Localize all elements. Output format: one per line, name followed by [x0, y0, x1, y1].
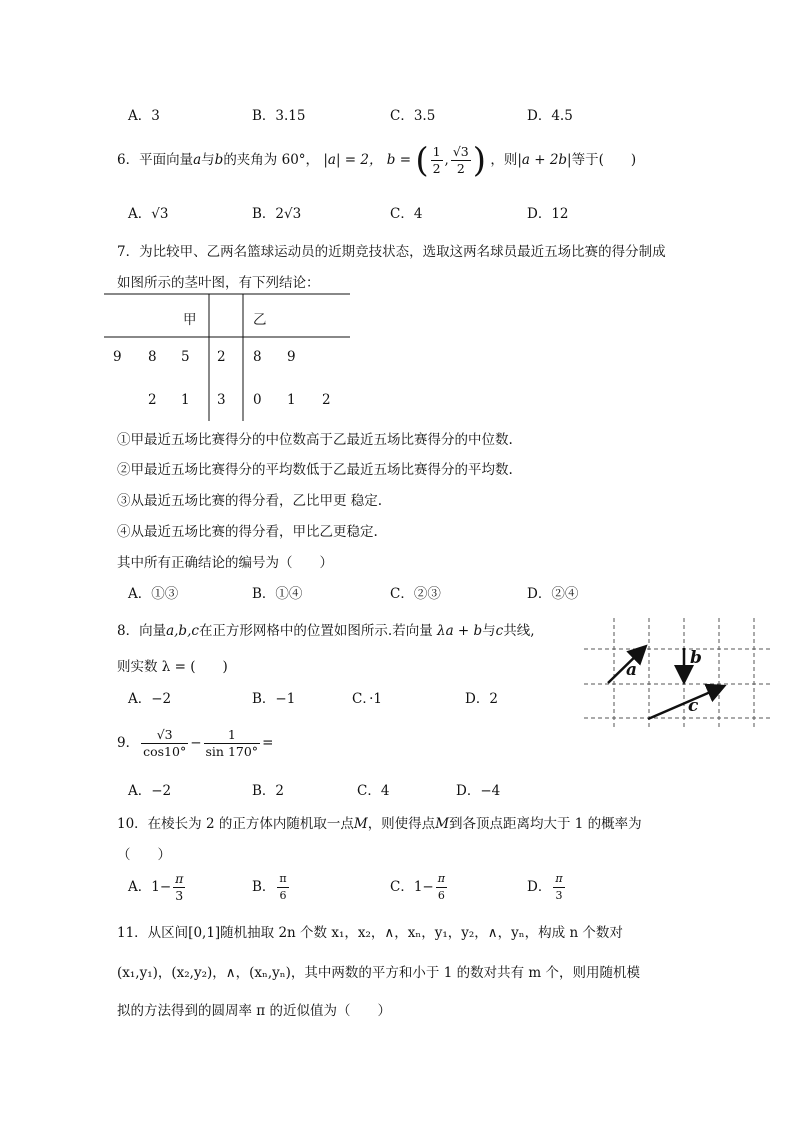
stem: 3: [217, 392, 226, 408]
q9-option-d: D．−4: [456, 783, 501, 799]
leaf-right: 8: [253, 349, 262, 365]
stem-leaf-head-jia: 甲: [183, 312, 197, 328]
vector-b-label: b: [690, 648, 702, 668]
q6-option-a: A．√3: [128, 206, 169, 222]
q10-option-c: C．1− $\frac{\pi}{6}$: [390, 872, 445, 902]
stem: 2: [217, 349, 226, 365]
vector-b: b: [214, 152, 224, 168]
leaf-right: 1: [287, 392, 296, 408]
q7-line1: 7．为比较甲、乙两名篮球运动员的近期竞技状态，选取这两名球员最近五场比赛的得分制成: [117, 244, 666, 260]
stem-leaf-plot: [104, 293, 354, 421]
q10-option-a: A．1− $\frac{\pi}{3}$: [128, 871, 184, 903]
question-9: 9． $\frac{√3}{\cos 10^\circ}$ − $\frac{1}{\sin 170^\circ}$ =: [117, 727, 274, 759]
leaf-left: 9: [113, 349, 122, 365]
vector-c-arrow: [648, 687, 722, 719]
q11-line1: 11．从区间[0,1]随机抽取 2n 个数 x₁，x₂，∧，xₙ，y₁，y₂，∧，yₙ，构成 n 个数对: [117, 925, 623, 941]
leaf-left: 8: [148, 349, 157, 365]
q5-option-b: B．3.15: [252, 108, 306, 124]
stem-leaf-head-yi: 乙: [253, 312, 267, 328]
q7-ask: 其中所有正确结论的编号为（ ）: [117, 555, 333, 571]
q7-statement-3: ③从最近五场比赛的得分看，乙比甲更 稳定.: [117, 493, 383, 509]
leaf-right: 2: [322, 392, 331, 408]
vector-grid-figure: [584, 618, 770, 730]
vector-a: a: [193, 152, 202, 168]
q7-option-a: A．①③: [128, 586, 179, 602]
q8-line2: 则实数 λ = ( ): [117, 659, 228, 675]
q5-option-c: C．3.5: [390, 108, 436, 124]
q7-statement-4: ④从最近五场比赛的得分看，甲比乙更稳定.: [117, 524, 378, 540]
q8-option-d: D．2: [465, 691, 498, 707]
question-10: 10．在棱长为 2 的正方体内随机取一点M，则使得点M到各顶点距离均大于 1 的概率为: [117, 816, 642, 832]
q8-option-b: B．−1: [252, 691, 296, 707]
leaf-left: 1: [181, 392, 190, 408]
q7-option-c: C．②③: [390, 586, 441, 602]
vector-a-label: a: [626, 660, 638, 680]
q11-line2: (x₁,y₁)，(x₂,y₂)，∧，(xₙ,yₙ)，其中两数的平方和小于 1 的数对共有 m 个，则用随机模: [117, 965, 640, 981]
q6-option-d: D．12: [527, 206, 569, 222]
question-6: 6．平面向量a与b的夹角为 60°， |a| = 2， b = ( $\frac{1}{2}$ , $\frac{√3}{2}$ ) ，则|a + 2b|等于( ): [117, 140, 637, 181]
q11-line3: 拟的方法得到的圆周率 π 的近似值为（ ）: [117, 1003, 391, 1019]
q7-option-d: D．②④: [527, 586, 579, 602]
q9-option-c: C．4: [357, 783, 390, 799]
q5-option-d: D．4.5: [527, 108, 573, 124]
q7-option-b: B．①④: [252, 586, 303, 602]
q9-option-a: A．−2: [128, 783, 172, 799]
q10-line2: （ ）: [117, 847, 171, 863]
leaf-left: 5: [181, 349, 190, 365]
leaf-left: 2: [148, 392, 157, 408]
q10-option-b: B． $\frac{\pi}{6}$: [252, 872, 287, 902]
q7-statement-1: ①甲最近五场比赛得分的中位数高于乙最近五场比赛得分的中位数.: [117, 432, 513, 448]
q10-option-d: D． $\frac{\pi}{3}$: [527, 872, 563, 902]
leaf-right: 0: [253, 392, 262, 408]
vector-c-label: c: [688, 696, 699, 716]
leaf-right: 9: [287, 349, 296, 365]
q8-option-c: C．·1: [352, 691, 382, 707]
q7-line2: 如图所示的茎叶图，有下列结论：: [117, 275, 320, 291]
question-8: 8．向量a,b,c在正方形网格中的位置如图所示.若向量 λa + b与c共线,: [117, 623, 535, 639]
q8-option-a: A．−2: [128, 691, 172, 707]
q6-option-b: B．2√3: [252, 206, 302, 222]
q7-statement-2: ②甲最近五场比赛得分的平均数低于乙最近五场比赛得分的平均数.: [117, 462, 513, 478]
q9-option-b: B．2: [252, 783, 285, 799]
q5-option-a: A．3: [128, 108, 160, 124]
q6-option-c: C．4: [390, 206, 423, 222]
